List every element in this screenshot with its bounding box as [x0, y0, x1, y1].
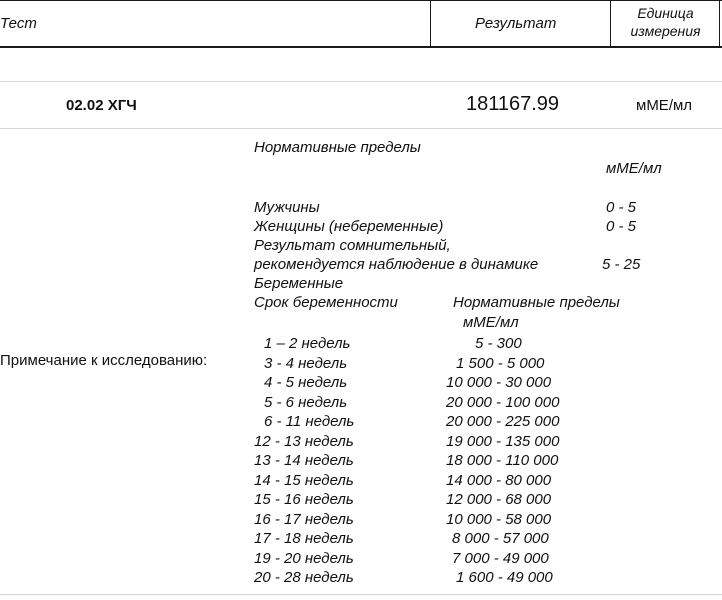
header-unit-line1: Единица [637, 5, 694, 21]
week-range: 18 000 - 110 000 [446, 452, 559, 469]
header-unit-line2: измерения [630, 23, 701, 39]
header-top-border [0, 0, 722, 1]
header-result: Результат [475, 15, 557, 32]
week-range: 10 000 - 30 000 [446, 374, 552, 391]
week-term: 3 - 4 недель [264, 354, 348, 372]
week-range: 7 000 - 49 000 [452, 549, 549, 567]
term-header: Срок беременности [254, 294, 398, 311]
week-range: 14 000 - 80 000 [446, 471, 552, 489]
week-term: 5 - 6 недель [264, 393, 348, 411]
test-result-unit: мМЕ/мл [636, 97, 693, 114]
test-name: 02.02 ХГЧ [66, 97, 137, 114]
header-divider-result [430, 0, 431, 47]
range-value-women: 0 - 5 [606, 218, 637, 235]
test-result-value: 181167.99 [466, 93, 560, 115]
limits-unit: мМЕ/мл [463, 314, 519, 331]
week-range: 10 000 - 58 000 [446, 510, 552, 528]
week-term: 14 - 15 недель [254, 471, 354, 489]
week-term: 12 - 13 недель [254, 432, 354, 450]
week-term: 15 - 16 недель [254, 491, 354, 508]
header-test: Тест [0, 15, 37, 32]
week-term: 6 - 11 недель [264, 413, 355, 430]
row-separator-top [0, 81, 722, 82]
week-range: 8 000 - 57 000 [452, 530, 549, 547]
week-term: 13 - 14 недель [254, 452, 354, 469]
week-term: 17 - 18 недель [254, 530, 354, 547]
header-divider-end [719, 0, 720, 47]
doubtful-value: 5 - 25 [602, 256, 641, 273]
pregnant-label: Беременные [254, 275, 344, 292]
note-label: Примечание к исследованию: [0, 352, 208, 369]
week-term: 1 – 2 недель [264, 335, 351, 352]
ref-unit: мМЕ/мл [606, 160, 662, 177]
week-range: 19 000 - 135 000 [446, 432, 560, 450]
week-range: 1 500 - 5 000 [456, 354, 545, 372]
ref-title: Нормативные пределы [254, 139, 421, 156]
row-separator-middle [0, 128, 722, 129]
doubtful-line1: Результат сомнительный, [254, 237, 451, 254]
range-label-men: Мужчины [254, 199, 320, 216]
range-value-men: 0 - 5 [606, 199, 637, 216]
doubtful-line2: рекомендуется наблюдение в динамике [254, 256, 539, 273]
week-range: 20 000 - 100 000 [446, 393, 560, 411]
range-label-women: Женщины (небеременные) [254, 218, 444, 235]
week-term: 16 - 17 недель [254, 510, 354, 528]
week-range: 1 600 - 49 000 [456, 569, 553, 586]
header-bottom-border [0, 46, 722, 48]
limits-header: Нормативные пределы [453, 294, 620, 311]
week-range: 5 - 300 [475, 335, 522, 352]
week-term: 20 - 28 недель [254, 569, 354, 586]
week-term: 19 - 20 недель [254, 549, 354, 567]
header-divider-unit [610, 0, 611, 47]
week-term: 4 - 5 недель [264, 374, 348, 391]
row-separator-bottom [0, 594, 722, 595]
week-range: 12 000 - 68 000 [446, 491, 552, 508]
week-range: 20 000 - 225 000 [446, 413, 560, 430]
